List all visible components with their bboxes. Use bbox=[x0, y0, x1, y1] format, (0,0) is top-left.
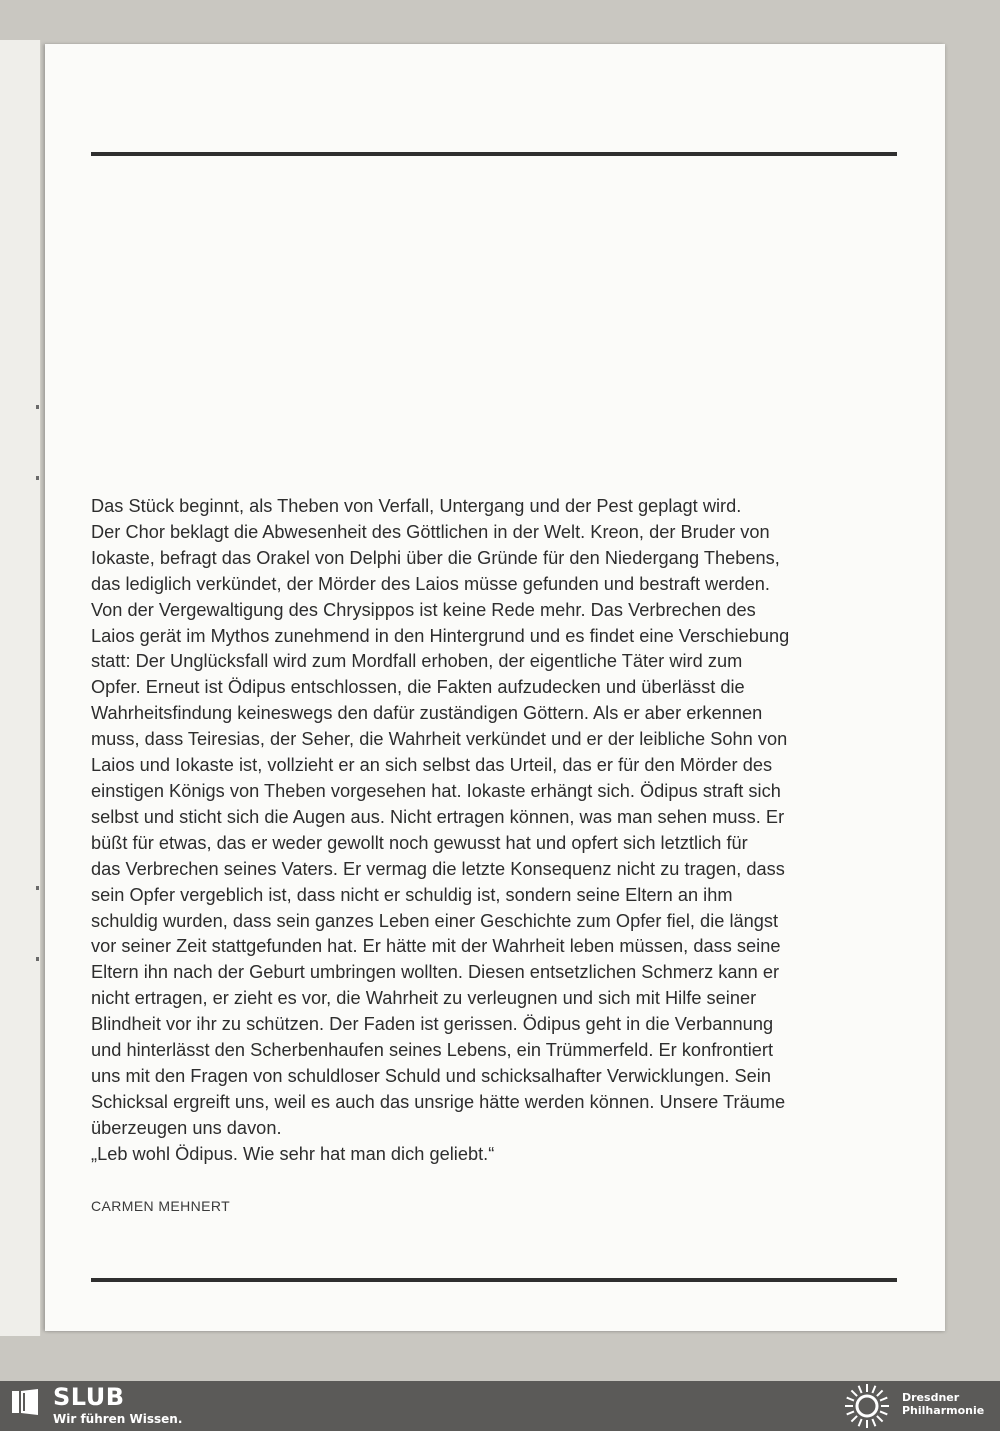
binding-hole-mark bbox=[36, 957, 39, 961]
body-text: Das Stück beginnt, als Theben von Verfall, Untergang und der Pest geplagt wird. Der Chor beklagt die Abwesenheit des Göttlichen in der Welt. Kreon, der Bruder von Iokaste, befragt das Orakel von Delphi über die Gründe für den Niedergang Thebens, das lediglich verkündet, der Mörder des Laios müsse gefunden und bestraft werden. Von der Vergewaltigung des Chrysippos ist keine Rede mehr. Das Verbrechen des Laios gerät im Mythos zunehmend in den Hintergrund und es findet eine Verschiebung statt: Der Unglücksfall wird zum Mordfall erhoben, der eigentliche Täter wird zum Opfer. Erneut ist Ödipus entschlossen, die Fakten aufzudecken und überlässt die Wahrheitsfindung keineswegs den dafür zuständigen Göttern. Als er aber erkennen muss, dass Teiresias, der Seher, die Wahrheit verkündet und er der leibliche Sohn von Laios und Iokaste ist, vollzieht er an sich selbst das Urteil, das er für den Mörder des einstigen Königs von Theben vorgesehen hat. Iokaste erhängt sich. Ödipus straft sich selbst und sticht sich die Augen aus. Nicht ertragen können, was man sehen muss. Er büßt für etwas, das er weder gewollt noch gewusst hat und opfert sich letztlich für das Verbrechen seines Vaters. Er vermag die letzte Konsequenz nicht zu tragen, dass sein Opfer vergeblich ist, dass nicht er schuldig ist, sondern seine Eltern an ihm schuldig wurden, dass sein ganzes Leben einer Geschichte zum Opfer fiel, die längst vor seiner Zeit stattgefunden hat. Er hätte mit der Wahrheit leben müssen, dass seine Eltern ihn nach der Geburt umbringen wollten. Diesen entsetzlichen Schmerz kann er nicht ertragen, er zieht es vor, die Wahrheit zu verleugnen und sich mit Hilfe seiner Blindheit vor ihr zu schützen. Der Faden ist gerissen. Ödipus geht in die Verbannung und hinterlässt den Scherbenhaufen seines Lebens, ein Trümmerfeld. Er konfrontiert uns mit den Fragen von schuldloser Schuld und schicksalhafter Verwicklungen. Sein Schicksal ergreift uns, weil es auch das unsrige hätte werden können. Unsere Träume überzeugen uns davon. „Leb wohl Ödipus. Wie sehr hat man dich geliebt.“ bbox=[91, 496, 790, 1164]
binding-hole-mark bbox=[36, 886, 39, 890]
author-name: CARMEN MEHNERT bbox=[91, 1198, 231, 1214]
slub-book-icon bbox=[12, 1389, 40, 1415]
bottom-rule bbox=[91, 1278, 897, 1282]
partner-name: Dresdner Philharmonie bbox=[902, 1391, 985, 1417]
previous-page-edge bbox=[0, 40, 41, 1336]
binding-hole-mark bbox=[36, 405, 39, 409]
sunburst-logo-icon bbox=[840, 1383, 894, 1429]
binding-hole-mark bbox=[36, 476, 39, 480]
slub-subtitle: Wir führen Wissen. bbox=[53, 1412, 183, 1426]
top-rule bbox=[91, 152, 897, 156]
footer-bar bbox=[0, 1381, 1000, 1431]
slub-title: SLUB bbox=[53, 1383, 125, 1411]
document-page bbox=[45, 44, 945, 1331]
